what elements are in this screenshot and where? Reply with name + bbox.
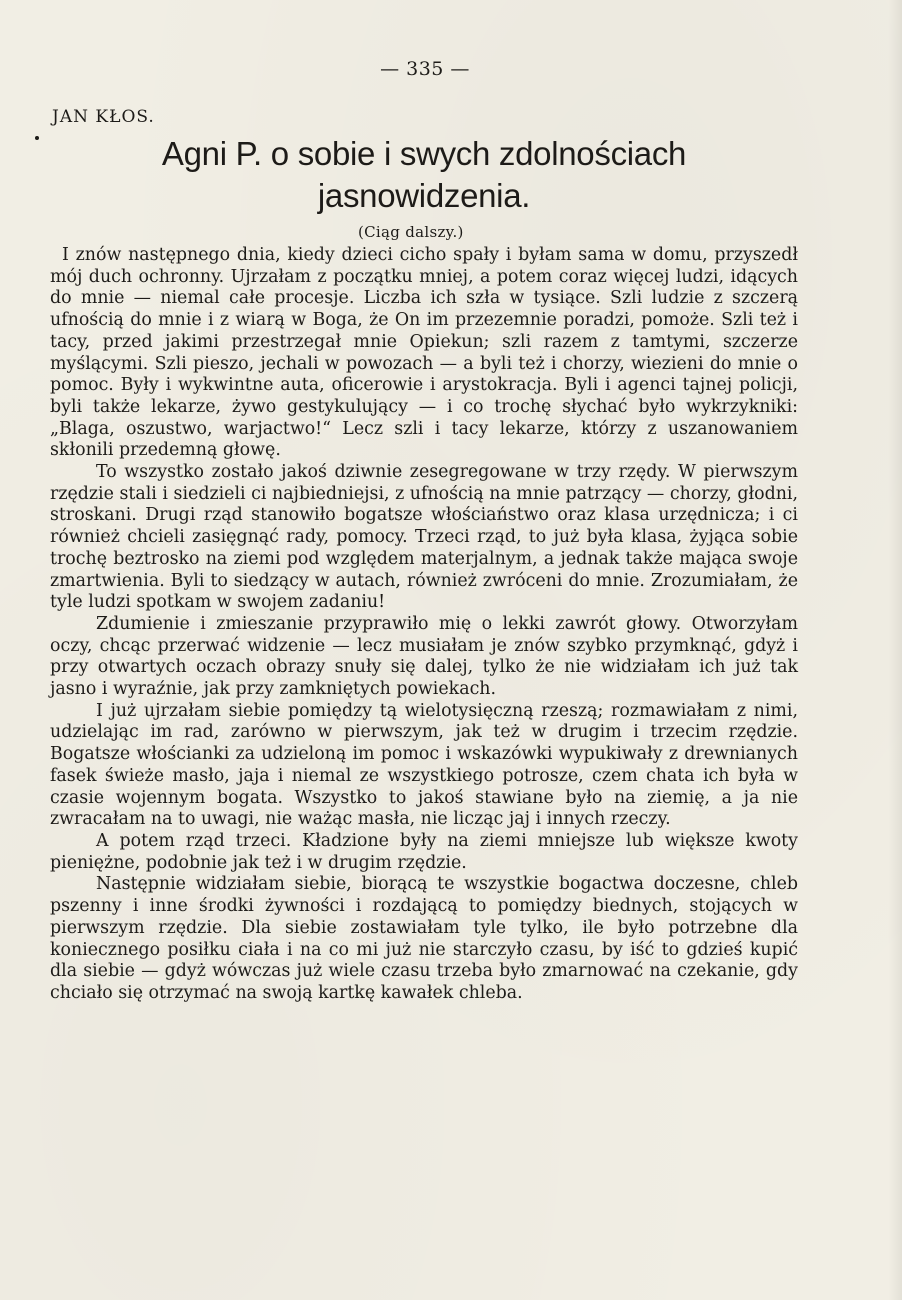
- article-subtitle: (Ciąg dalszy.): [358, 223, 464, 241]
- paragraph-2: To wszystko zostało jakoś dziwnie zesegregowane w trzy rzędy. W pierwszym rzędzie stali i siedzieli ci najbiedniejsi, z ufnością na mnie patrzący — chorzy, głodni, stroskani. Drugi rząd stanowiło bogatsze włościaństwo oraz klasa urzędnicza; i ci również chcieli zasięgnąć rady, pomocy. Trzeci rząd, to już była klasa, żyjąca sobie trochę beztrosko na ziemi pod względem materjalnym, a jednak także mająca swoje zmartwienia. Byli to siedzący w autach, również zwróceni do mnie. Zrozumiałam, że tyle ludzi spotkam w swojem zadaniu!: [50, 462, 798, 613]
- article-body: [50, 245, 798, 1005]
- paragraph-6: Następnie widziałam siebie, biorącą te wszystkie bogactwa doczesne, chleb pszenny i inne środki żywności i rozdającą to pomiędzy biednych, stojących w pierwszym rzędzie. Dla siebie zostawiałam tyle tylko, ile było potrzebne dla koniecznego posiłku ciała i na co mi już nie starczyło czasu, by iść to gdzieś kupić dla siebie — gdyż wówczas już wiele czasu trzeba było zmarnować na czekanie, gdy chciało się otrzymać na swoją kartkę kawałek chleba.: [50, 874, 798, 1003]
- article-author: JAN KŁOS.: [52, 107, 155, 127]
- margin-dot: [35, 136, 39, 140]
- paragraph-1: I znów następnego dnia, kiedy dzieci cicho spały i byłam sama w domu, przyszedł mój duch ochronny. Ujrzałam z początku mniej, a potem coraz więcej ludzi, idących do mnie — niemal całe procesje. Liczba ich szła w tysiące. Szli ludzie z szczerą ufnością do mnie i z wiarą w Boga, że On im przezemnie poradzi, pomoże. Szli też i tacy, przed jakimi przestrzegał mnie Opiekun; szli razem z tamtymi, szczerze myślącymi. Szli pieszo, jechali w powozach — a byli też i chorzy, wiezieni do mnie o pomoc. Były i wykwintne auta, oficerowie i arystokracja. Byli i agenci tajnej policji, byli także lekarze, żywo gestykulujący — i co trochę słychać było wykrzykniki: „Blaga, oszustwo, warjactwo!“ Lecz szli i tacy lekarze, którzy z uszanowaniem skłonili przedemną głowę.: [50, 245, 798, 461]
- page-number: — 335 —: [380, 58, 470, 80]
- paragraph-5: A potem rząd trzeci. Kładzione były na ziemi mniejsze lub większe kwoty pieniężne, podobnie jak też i w drugim rzędzie.: [50, 830, 798, 873]
- paragraph-4: I już ujrzałam siebie pomiędzy tą wielotysięczną rzeszą; rozmawiałam z nimi, udzielając im rad, zarówno w pierwszym, jak też w drugim i trzecim rzędzie. Bogatsze włościanki za udzieloną im pomoc i wskazówki wypukiwały z drewnianych fasek świeże masło, jaja i niemal ze wszystkiego potrosze, czem chata ich była w czasie wojennym bogata. Wszystko to jakoś stawiane było na ziemię, a ja nie zwracałam na to uwagi, nie ważąc masła, nie licząc jaj i innych rzeczy.: [50, 700, 798, 830]
- page-edge-shadow: [888, 0, 902, 1300]
- paragraph-3: Zdumienie i zmieszanie przyprawiło mię o lekki zawrót głowy. Otworzyłam oczy, chcąc przerwać widzenie — lecz musiałam je znów szybko przymknąć, gdyż i przy otwartych oczach obrazy snuły się dalej, tylko że nie widziałam ich już tak jasno i wyraźnie, jak przy zamkniętych powiekach.: [50, 613, 798, 700]
- article-title: Agni P. o sobie i swych zdolnościach jasnowidzenia.: [161, 135, 687, 214]
